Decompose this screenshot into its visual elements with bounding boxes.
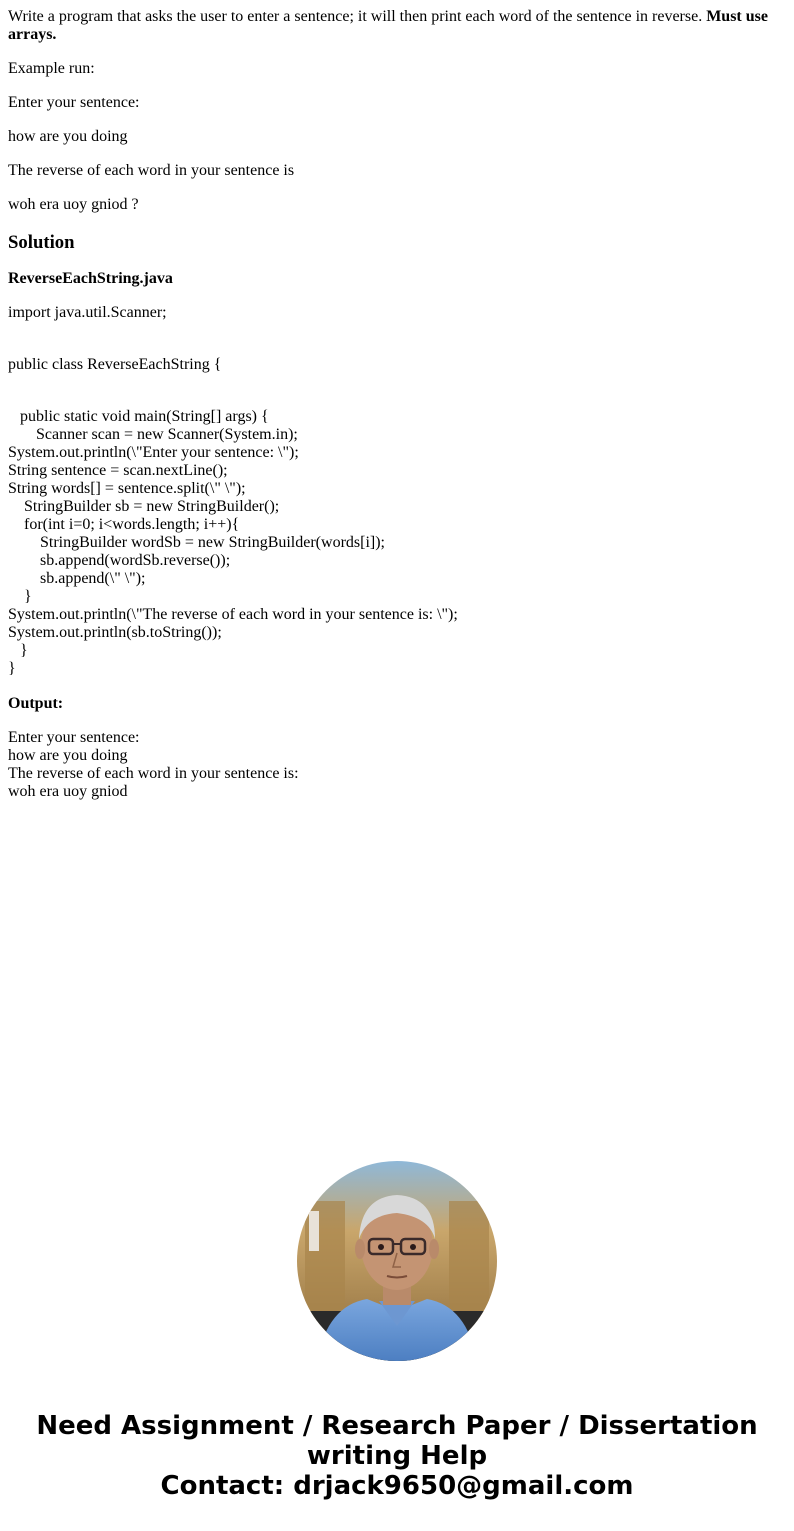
footer-line: writing Help	[306, 1441, 488, 1471]
code-blank	[8, 374, 786, 392]
solution-filename: ReverseEachString.java	[8, 270, 173, 287]
output-label: Output:	[8, 695, 64, 712]
code-line: sb.append(wordSb.reverse());	[8, 552, 231, 569]
code-line: StringBuilder sb = new StringBuilder();	[8, 498, 280, 515]
output-line: Enter your sentence:	[8, 729, 140, 746]
question-statement: Write a program that asks the user to enter a sentence; it will then print each word of the sentence in reverse.	[8, 8, 707, 25]
person-portrait-icon	[297, 1161, 497, 1361]
example-line: The reverse of each word in your sentence is	[8, 162, 295, 179]
example-line: woh era uoy gniod ?	[8, 196, 139, 213]
question-emphasis: Must use arrays.	[8, 8, 768, 43]
code-class-declaration: public class ReverseEachString {	[8, 356, 222, 373]
output-block	[8, 729, 786, 801]
code-import: import java.util.Scanner;	[8, 304, 167, 321]
code-line: StringBuilder wordSb = new StringBuilder(words[i]);	[8, 534, 385, 551]
solution-heading: Solution	[8, 232, 75, 253]
output-line: The reverse of each word in your sentence is:	[8, 765, 299, 782]
code-block	[8, 408, 786, 642]
question-text	[8, 8, 786, 44]
code-method-close: }	[8, 642, 28, 659]
code-line: String sentence = scan.nextLine();	[8, 462, 228, 479]
code-line: System.out.println(\"Enter your sentence: \");	[8, 444, 299, 461]
code-line: sb.append(\" \");	[8, 570, 146, 587]
output-line: woh era uoy gniod	[8, 783, 128, 800]
footer-contact: Contact: drjack9650@gmail.com	[160, 1471, 634, 1501]
example-line: Enter your sentence:	[8, 94, 140, 111]
code-line: }	[8, 588, 32, 605]
code-line: System.out.println(sb.toString());	[8, 624, 222, 641]
footer-line: Need Assignment / Research Paper / Dissertation	[36, 1411, 758, 1441]
avatar	[297, 1161, 497, 1361]
code-class-close: }	[8, 660, 16, 677]
example-label: Example run:	[8, 60, 95, 77]
code-blank	[8, 322, 786, 340]
code-line: public static void main(String[] args) {	[8, 408, 269, 425]
example-line: how are you doing	[8, 128, 128, 145]
document-body	[0, 8, 794, 801]
footer-promo	[0, 1411, 794, 1501]
code-line: String words[] = sentence.split(\" \");	[8, 480, 246, 497]
output-line: how are you doing	[8, 747, 128, 764]
code-line: for(int i=0; i<words.length; i++){	[8, 516, 240, 533]
code-line: Scanner scan = new Scanner(System.in);	[8, 426, 298, 443]
code-line: System.out.println(\"The reverse of each word in your sentence is: \");	[8, 606, 458, 623]
